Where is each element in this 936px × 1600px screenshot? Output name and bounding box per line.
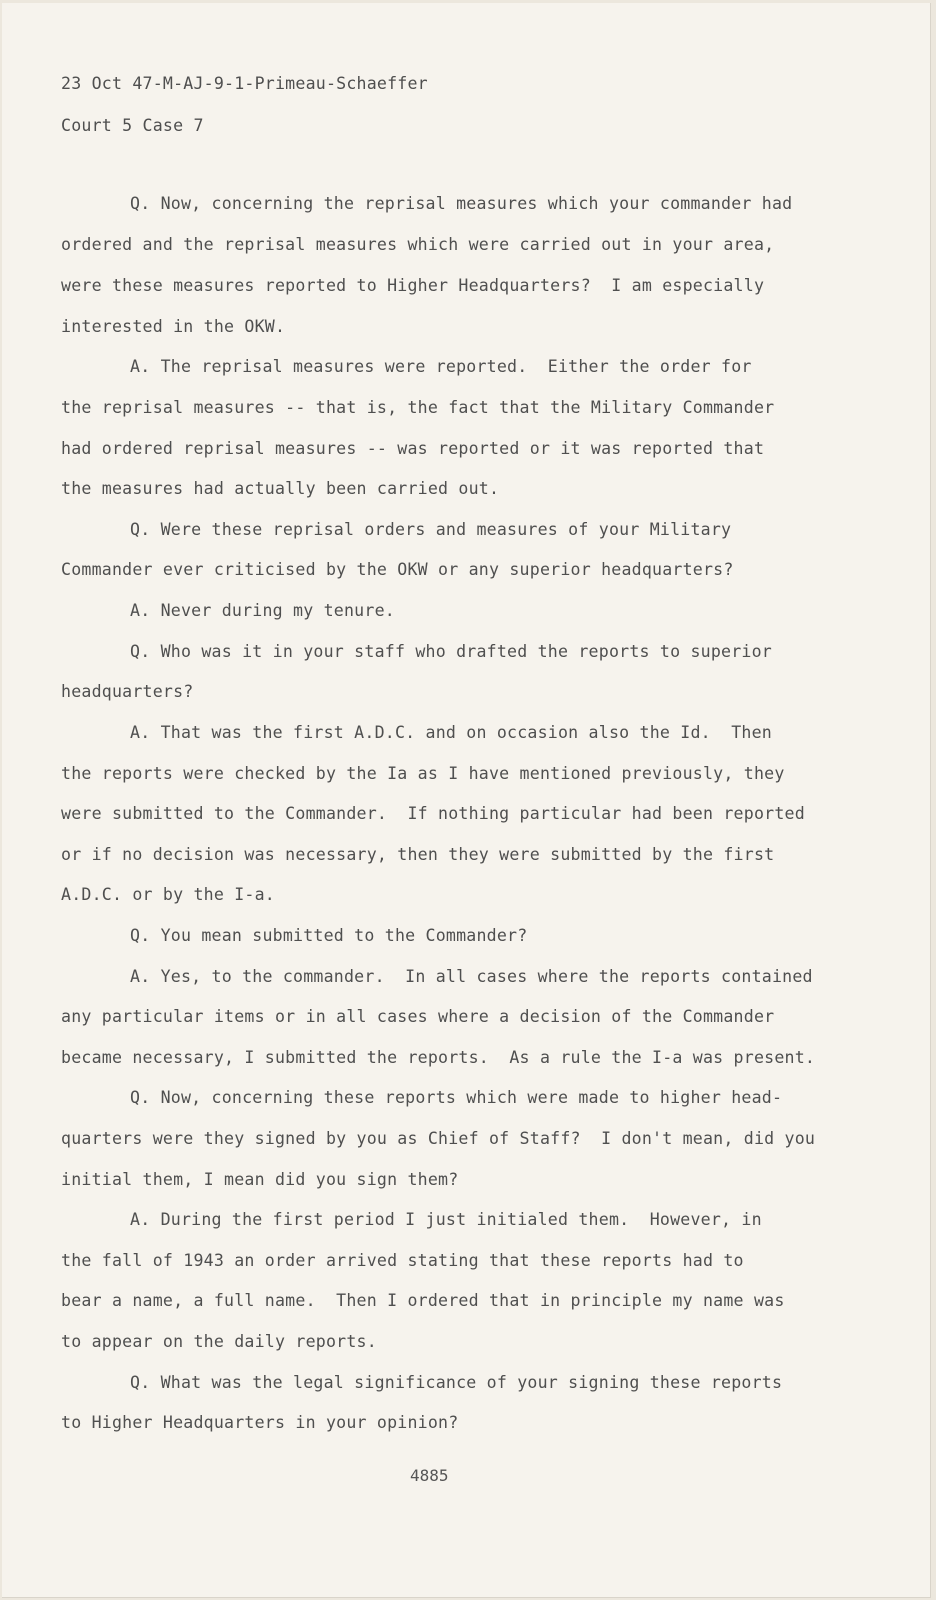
page-number: 4885 — [410, 1466, 449, 1485]
text-line-18: A.D.C. or by the I-a. — [61, 885, 275, 904]
text-line-1: Q. Now, concerning the reprisal measures which your commander had — [130, 194, 793, 213]
header-line-2: Court 5 Case 7 — [61, 116, 204, 135]
text-line-29: to appear on the daily reports. — [61, 1332, 377, 1351]
text-line-7: had ordered reprisal measures -- was reported or it was reported that — [61, 439, 765, 458]
document-page — [2, 3, 931, 1598]
text-line-27: the fall of 1943 an order arrived stating that these reports had to — [61, 1251, 744, 1270]
text-line-5: A. The reprisal measures were reported. Either the order for — [130, 357, 752, 376]
text-line-31: to Higher Headquarters in your opinion? — [61, 1413, 459, 1432]
header-line-1: 23 Oct 47-M-AJ-9-1-Primeau-Schaeffer — [61, 74, 428, 93]
text-line-16: were submitted to the Commander. If nothing particular had been reported — [61, 804, 805, 823]
text-line-11: A. Never during my tenure. — [130, 601, 395, 620]
text-line-19: Q. You mean submitted to the Commander? — [130, 926, 528, 945]
text-line-24: quarters were they signed by you as Chief of Staff? I don't mean, did you — [61, 1129, 816, 1148]
text-line-30: Q. What was the legal significance of your signing these reports — [130, 1373, 783, 1392]
text-line-28: bear a name, a full name. Then I ordered that in principle my name was — [61, 1291, 785, 1310]
text-line-20: A. Yes, to the commander. In all cases where the reports contained — [130, 967, 813, 986]
text-line-17: or if no decision was necessary, then they were submitted by the first — [61, 845, 775, 864]
text-line-12: Q. Who was it in your staff who drafted the reports to superior — [130, 642, 772, 661]
text-line-4: interested in the OKW. — [61, 317, 286, 336]
text-line-15: the reports were checked by the Ia as I have mentioned previously, they — [61, 764, 785, 783]
text-line-8: the measures had actually been carried out. — [61, 479, 500, 498]
text-line-10: Commander ever criticised by the OKW or any superior headquarters? — [61, 560, 734, 579]
text-line-13: headquarters? — [61, 682, 194, 701]
text-line-2: ordered and the reprisal measures which were carried out in your area, — [61, 235, 775, 254]
text-line-6: the reprisal measures -- that is, the fact that the Military Commander — [61, 398, 775, 417]
text-line-14: A. That was the first A.D.C. and on occasion also the Id. Then — [130, 723, 772, 742]
text-line-21: any particular items or in all cases where a decision of the Commander — [61, 1007, 775, 1026]
text-line-26: A. During the first period I just initialed them. However, in — [130, 1210, 762, 1229]
text-line-3: were these measures reported to Higher Headquarters? I am especially — [61, 276, 765, 295]
text-line-23: Q. Now, concerning these reports which were made to higher head- — [130, 1088, 783, 1107]
text-line-9: Q. Were these reprisal orders and measures of your Military — [130, 520, 732, 539]
text-line-25: initial them, I mean did you sign them? — [61, 1170, 459, 1189]
text-line-22: became necessary, I submitted the reports. As a rule the I-a was present. — [61, 1048, 816, 1067]
